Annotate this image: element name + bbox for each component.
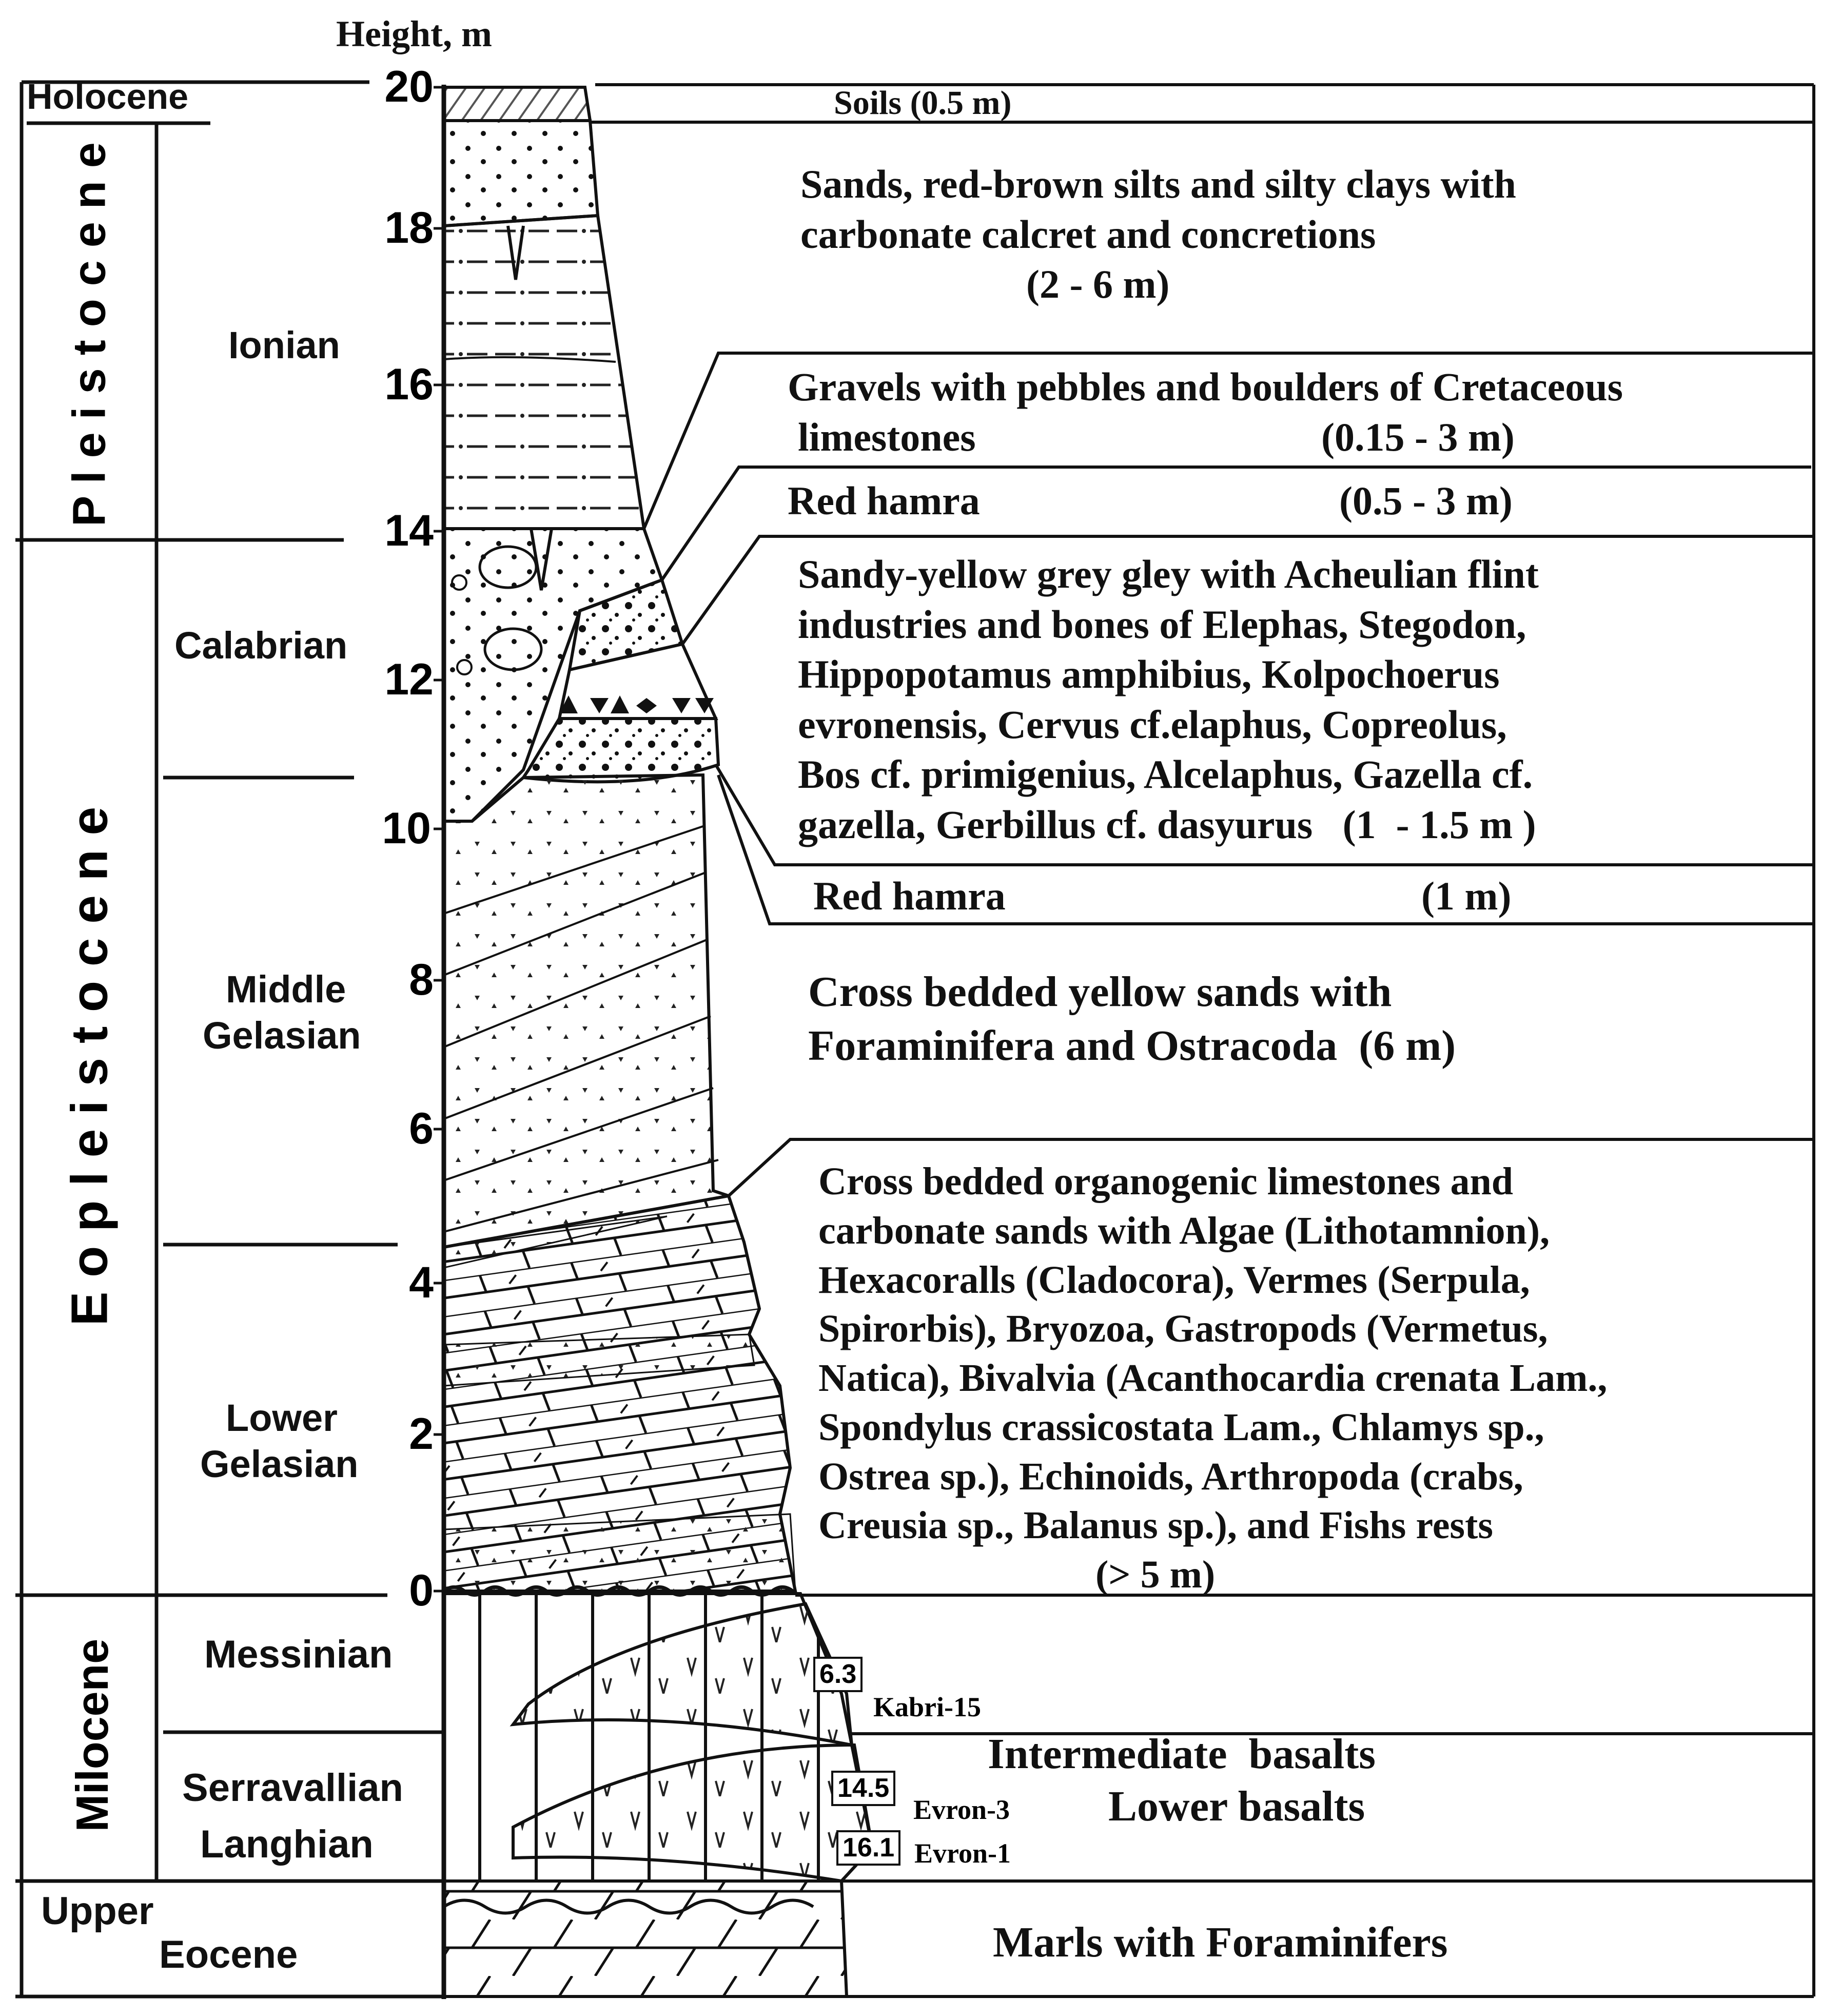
epoch-miocene: Milocene <box>67 1638 117 1832</box>
epoch-eocene: Eocene <box>159 1933 298 1976</box>
age-box-kabri-15: 6.3 <box>813 1657 863 1692</box>
tick-10: 10 <box>382 804 431 853</box>
tick-8: 8 <box>409 955 434 1004</box>
epoch-upper: Upper <box>41 1889 154 1933</box>
stage-calabrian: Calabrian <box>174 624 348 667</box>
desc-soils: Soils (0.5 m) <box>834 84 1012 122</box>
tick-4: 4 <box>409 1258 434 1307</box>
age-box-evron-1: 16.1 <box>836 1830 900 1866</box>
desc-limestones: Cross bedded organogenic limestones and carbonate sands with Algae (Lithotamnion), Hexacoralls (Cladocora), Vermes (Serpula, Spirorbis), Bryozoa, Gastropods (Vermetus, Natica), Bivalvia (Acanthocardia crenata Lam., Spondylus crassicostata Lam., Chlamys sp., Ostrea sp.), Echinoids, Arthropoda (crabs, Creusia sp., Balanus sp.), and Fishs rests (> 5 m) <box>818 1160 1608 1596</box>
tick-12: 12 <box>384 655 434 704</box>
desc-gley: Sandy-yellow grey gley with Acheulian flint industries and bones of Elephas, Stegodon, Hippopotamus amphibius, Kolpochoerus evronensis, Cervus cf.elaphus, Copreolus, Bos cf. primigenius, Alcelaphus, Gazella cf. gazella, Gerbillus cf. dasyurus (1 - 1.5 m ) <box>798 552 1539 847</box>
tick-18: 18 <box>384 203 434 253</box>
epoch-pleistocene: P l e i s t o c e n e <box>64 142 115 527</box>
stage-langhian: Langhian <box>200 1823 374 1866</box>
tick-14: 14 <box>384 506 434 555</box>
tick-16: 16 <box>384 360 434 409</box>
well-evron-1: Evron-1 <box>914 1838 1011 1869</box>
desc-red-hamra-upper: Red hamra (0.5 - 3 m) <box>788 478 1513 523</box>
stage-serravallian: Serravallian <box>182 1766 403 1810</box>
stage-ionian: Ionian <box>228 324 340 366</box>
desc-intermediate-basalts: Intermediate basalts <box>988 1730 1376 1778</box>
stage-middle-gelasian-2: Gelasian <box>203 1014 361 1057</box>
desc-red-hamra-lower: Red hamra (1 m) <box>813 874 1512 918</box>
stage-middle-gelasian-1: Middle <box>226 968 346 1011</box>
desc-gravels: Gravels with pebbles and boulders of Cretaceous limestones (0.15 - 3 m) <box>788 364 1623 459</box>
desc-lower-basalts: Lower basalts <box>1108 1782 1365 1830</box>
tick-6: 6 <box>409 1104 434 1153</box>
stage-lower-gelasian-1: Lower <box>226 1397 338 1439</box>
well-kabri-15: Kabri-15 <box>873 1692 981 1722</box>
epoch-eopleistocene: E o p l e i s t o c e n e <box>61 806 119 1326</box>
desc-marls: Marls with Foraminifers <box>993 1918 1448 1966</box>
tick-20: 20 <box>384 62 434 111</box>
desc-sands-silts: Sands, red-brown silts and silty clays with carbonate calcret and concretions (2 - 6 m) <box>800 162 1516 306</box>
well-evron-3: Evron-3 <box>913 1794 1010 1825</box>
tick-0: 0 <box>409 1566 434 1615</box>
stage-messinian: Messinian <box>204 1633 393 1676</box>
stage-lower-gelasian-2: Gelasian <box>200 1443 359 1485</box>
tick-2: 2 <box>409 1409 434 1459</box>
age-box-evron-3: 14.5 <box>831 1771 895 1806</box>
axis-title: Height, m <box>336 13 492 54</box>
desc-yellow-sands: Cross bedded yellow sands with Foraminifera and Ostracoda (6 m) <box>808 968 1456 1070</box>
epoch-holocene: Holocene <box>27 76 189 117</box>
